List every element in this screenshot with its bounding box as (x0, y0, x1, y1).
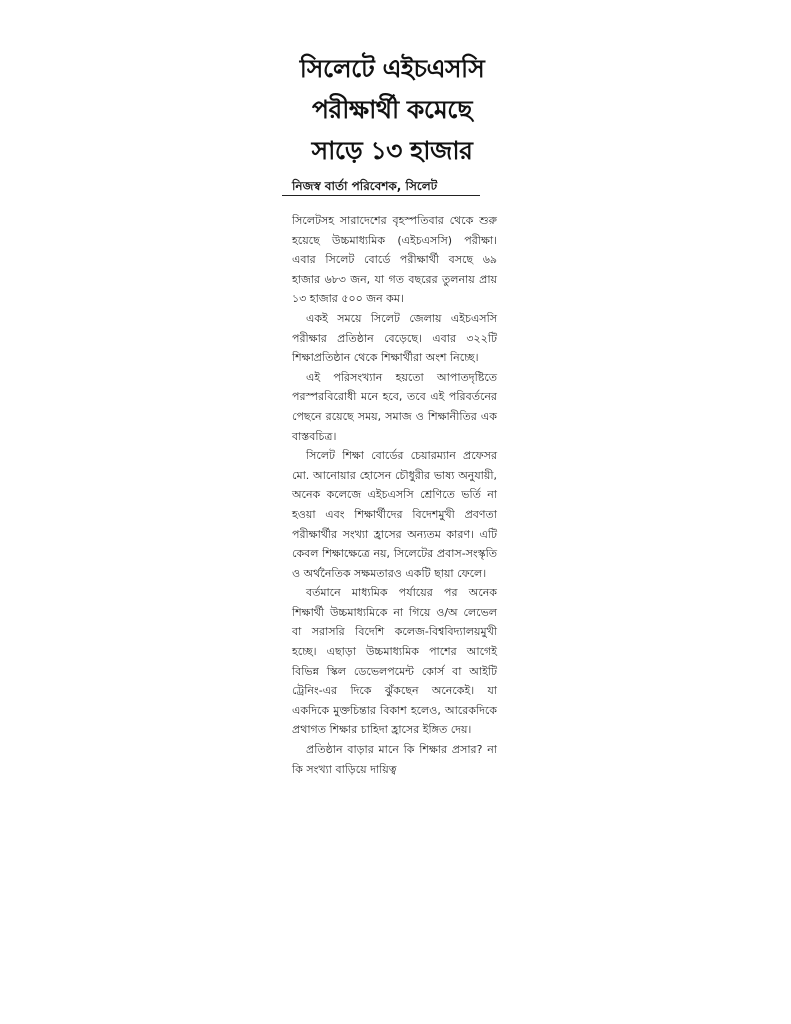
paragraph-6: প্রতিষ্ঠান বাড়ার মানে কি শিক্ষার প্রসার? না কি সংখ্যা বাড়িয়ে দায়িত্ব (292, 743, 497, 776)
paragraph-5: বর্তমানে মাধ্যমিক পর্যায়ের পর অনেক শিক্ষার্থী উচ্চমাধ্যমিকে না গিয়ে ও/অ লেভেল বা সরাসরি বিদেশি কলেজ-বিশ্ববিদ্যালয়মুখী হচ্ছে। এছাড়া উচ্চমাধ্যমিক পাশের আগেই বিভিন্ন স্কিল ডেভেলপমেন্ট কোর্স বা আইটি ট্রেনিং-এর দিকে ঝুঁকছেন অনেকেই। যা একদিকে মুক্তচিন্তার বিকাশ হলেও, আরেকদিকে প্রথাগত শিক্ষার চাহিদা হ্রাসের ইঙ্গিত দেয়। (292, 586, 497, 737)
paragraph-3: এই পরিসংখ্যান হয়তো আপাতদৃষ্টিতে পরস্পরবিরোধী মনে হবে, তবে এই পরিবর্তনের পেছনে রয়েছে সময়, সমাজ ও শিক্ষানীতির এক বাস্তবচিত্র। (292, 370, 497, 443)
headline-line-1: সিলেটে এইচএসসি (299, 54, 485, 83)
paragraph-4: সিলেট শিক্ষা বোর্ডের চেয়ারম্যান প্রফেসর মো. আনোয়ার হোসেন চৌধুরীর ভাষ্য অনুযায়ী, অনেক কলেজে এইচএসসি শ্রেণিতে ভর্তি না হওয়া এবং শিক্ষার্থীদের বিদেশমুখী প্রবণতা পরীক্ষার্থীর সংখ্যা হ্রাসের অন্যতম কারণ। এটি কেবল শিক্ষাক্ষেত্রে নয়, সিলেটের প্রবাস-সংস্কৃতি ও অর্থনৈতিক সক্ষমতারও একটি ছায়া ফেলে। (292, 449, 497, 580)
headline-line-3: সাড়ে ১৩ হাজার (311, 136, 473, 165)
news-article (282, 48, 502, 779)
paragraph-2: একই সময়ে সিলেট জেলায় এইচএসসি পরীক্ষার প্রতিষ্ঠান বেড়েছে। এবার ৩২২টি শিক্ষাপ্রতিষ্ঠান থেকে শিক্ষার্থীরা অংশ নিচ্ছে। (292, 311, 497, 365)
byline: নিজস্ব বার্তা পরিবেশক, সিলেট (282, 177, 480, 196)
paragraph-1: সিলেটসহ সারাদেশের বৃহস্পতিবার থেকে শুরু হয়েছে উচ্চমাধ্যমিক (এইচএসসি) পরীক্ষা। এবার সিলেট বোর্ডে পরীক্ষার্থী বসছে ৬৯ হাজার ৬৮৩ জন, যা গত বছরের তুলনায় প্রায় ১৩ হাজার ৫০০ জন কম। (292, 214, 497, 306)
headline (282, 48, 502, 171)
article-body (282, 211, 497, 779)
headline-line-2: পরীক্ষার্থী কমেছে (311, 95, 473, 124)
